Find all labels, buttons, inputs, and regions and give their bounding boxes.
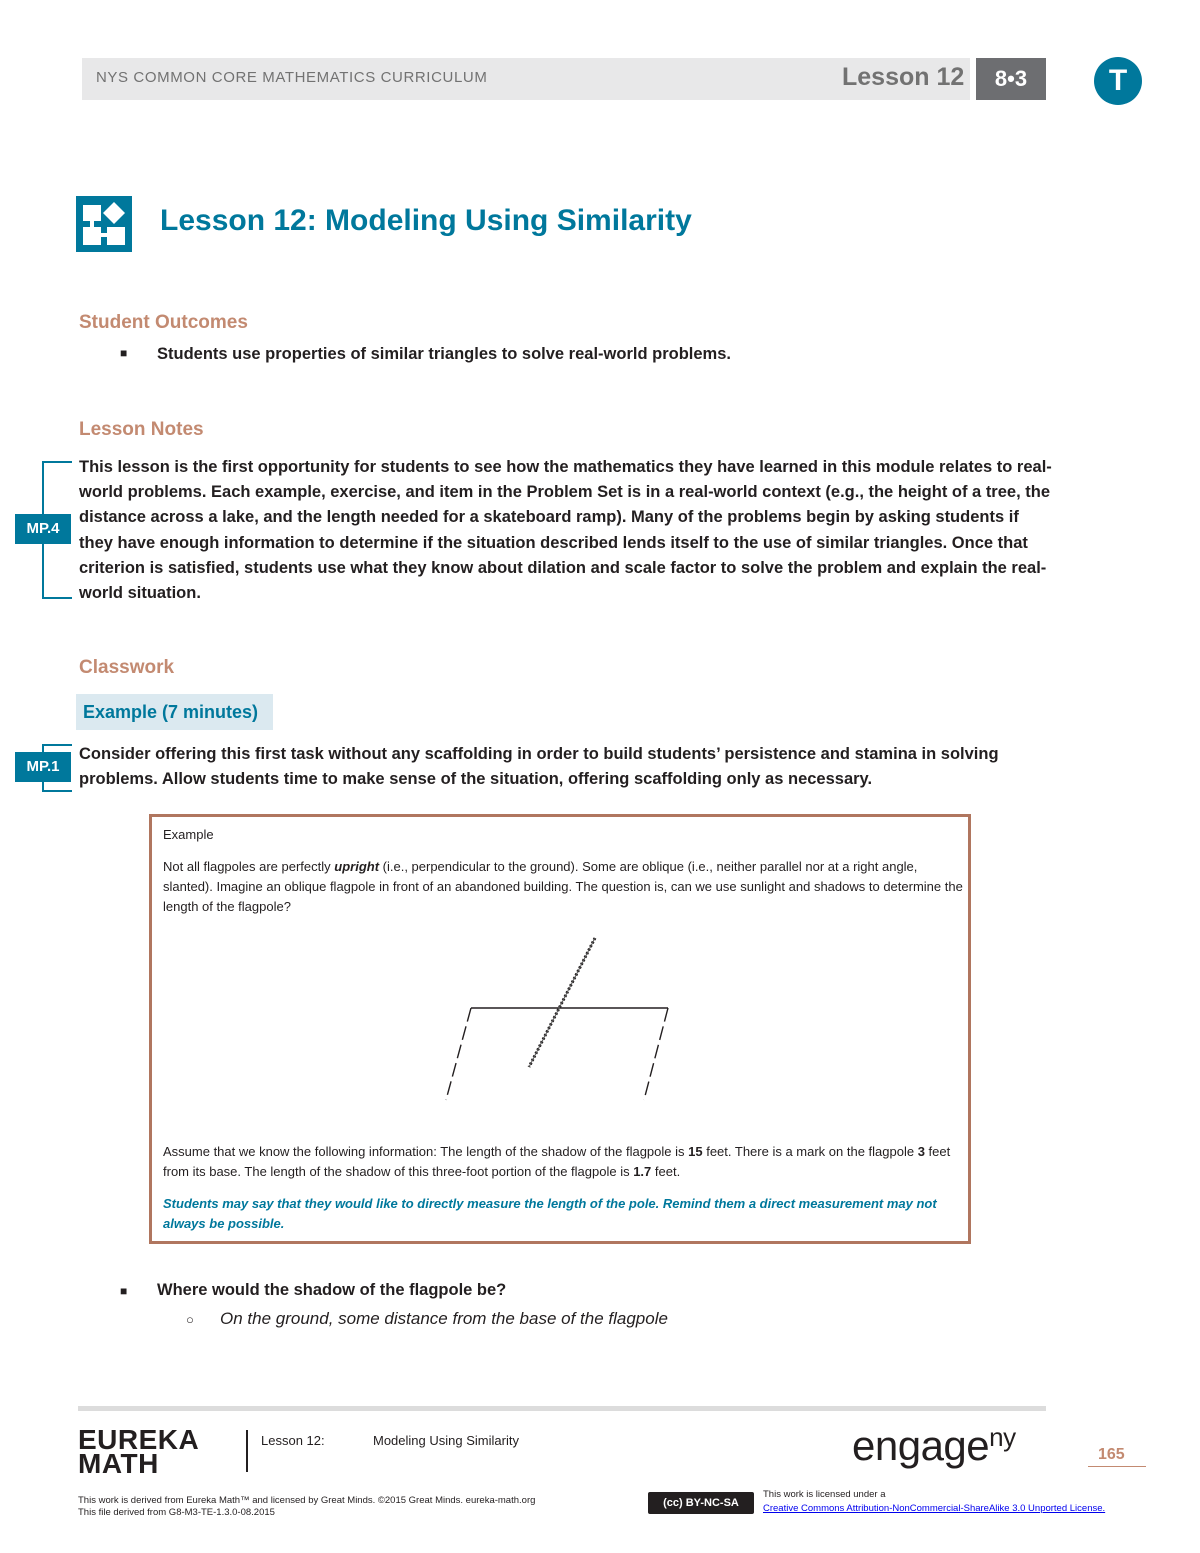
page-number: 165 bbox=[1098, 1446, 1125, 1463]
example-box-heading: Example bbox=[163, 827, 214, 842]
footer-divider bbox=[246, 1430, 248, 1472]
example-paragraph-1: Not all flagpoles are perfectly upright (i.e., perpendicular to the ground). Some are oblique (i.e., neither parallel nor at a right angle, slanted). Imagine an oblique flagpole in front of an abandoned building. The question is, can we use sunlight and shadows to determine the length of the flagpole? bbox=[163, 859, 963, 914]
curriculum-label: NYS COMMON CORE MATHEMATICS CURRICULUM bbox=[96, 69, 488, 86]
outcome-item: Students use properties of similar triangles to solve real-world problems. bbox=[157, 345, 731, 363]
mp4-tag: MP.4 bbox=[15, 514, 71, 544]
page-number-underline bbox=[1088, 1466, 1146, 1467]
bullet-icon: ■ bbox=[120, 346, 128, 360]
footer-lesson-title: Modeling Using Similarity bbox=[373, 1433, 519, 1448]
footer-lesson-label: Lesson 12: bbox=[261, 1433, 325, 1448]
footer-credit: This work is derived from Eureka Math™ and licensed by Great Minds. ©2015 Great Minds. eureka-math.org This file derived from G8-M3-TE-1.3.0-08.2015 bbox=[78, 1495, 536, 1518]
example-label: Example (7 minutes) bbox=[76, 694, 273, 730]
module-badge: 8•3 bbox=[976, 58, 1046, 100]
teacher-badge: T bbox=[1094, 57, 1142, 105]
engageny-logo: engage$^{ny}$ bbox=[852, 1422, 1016, 1469]
footer-rule bbox=[78, 1406, 1046, 1411]
answer-1: On the ground, some distance from the base of the flagpole bbox=[220, 1309, 668, 1328]
example-paragraph-2: Assume that we know the following information: The length of the shadow of the flagpole is 15 feet. There is a mark on the flagpole 3 feet from its base. The length of the shadow of this three-foot portion of the flagpole is 1.7 feet. bbox=[163, 1144, 951, 1179]
sub-bullet-icon: ○ bbox=[186, 1312, 194, 1327]
example-teacher-note: Students may say that they would like to directly measure the length of the pole. Remind them a direct measurement may not always be possible. bbox=[163, 1196, 937, 1231]
classwork-heading: Classwork bbox=[79, 657, 175, 678]
page-title: Lesson 12: Modeling Using Similarity bbox=[160, 204, 692, 237]
flagpole-diagram bbox=[440, 932, 680, 1107]
lesson-type-icon bbox=[76, 196, 132, 252]
license-intro: This work is licensed under a bbox=[763, 1489, 886, 1500]
lesson-notes-text: This lesson is the first opportunity for students to see how the mathematics they have learned in this module relates to real-world problems. Each example, exercise, and item in the Problem Set is in a real-world context (e.g., the height of a tree, the distance across a lake, and the length needed for a skateboard ramp). Many of the problems begin by asking students if they have enough information to determine if the situation described lends itself to the use of similar triangles. Once that criterion is satisfied, students use what they know about dilation and scale factor to solve the problem and explain the real-world situation. bbox=[79, 458, 1052, 603]
mp1-tag: MP.1 bbox=[15, 752, 71, 782]
header-lesson-number: Lesson 12 bbox=[842, 63, 965, 91]
question-1: Where would the shadow of the flagpole be? bbox=[157, 1281, 507, 1299]
eureka-math-logo: EUREKA MATH bbox=[78, 1424, 200, 1479]
cc-license-badge[interactable]: (cc) BY-NC-SA bbox=[648, 1492, 754, 1514]
classwork-intro: Consider offering this first task without any scaffolding in order to build students’ persistence and stamina in solving problems. Allow students time to make sense of the situation, offering scaffolding only as necessary. bbox=[79, 745, 999, 789]
student-outcomes-heading: Student Outcomes bbox=[79, 312, 248, 333]
lesson-notes-heading: Lesson Notes bbox=[79, 419, 204, 440]
license-link[interactable]: Creative Commons Attribution-NonCommercial-ShareAlike 3.0 Unported License. bbox=[763, 1503, 1106, 1514]
bullet-icon: ■ bbox=[120, 1284, 128, 1298]
